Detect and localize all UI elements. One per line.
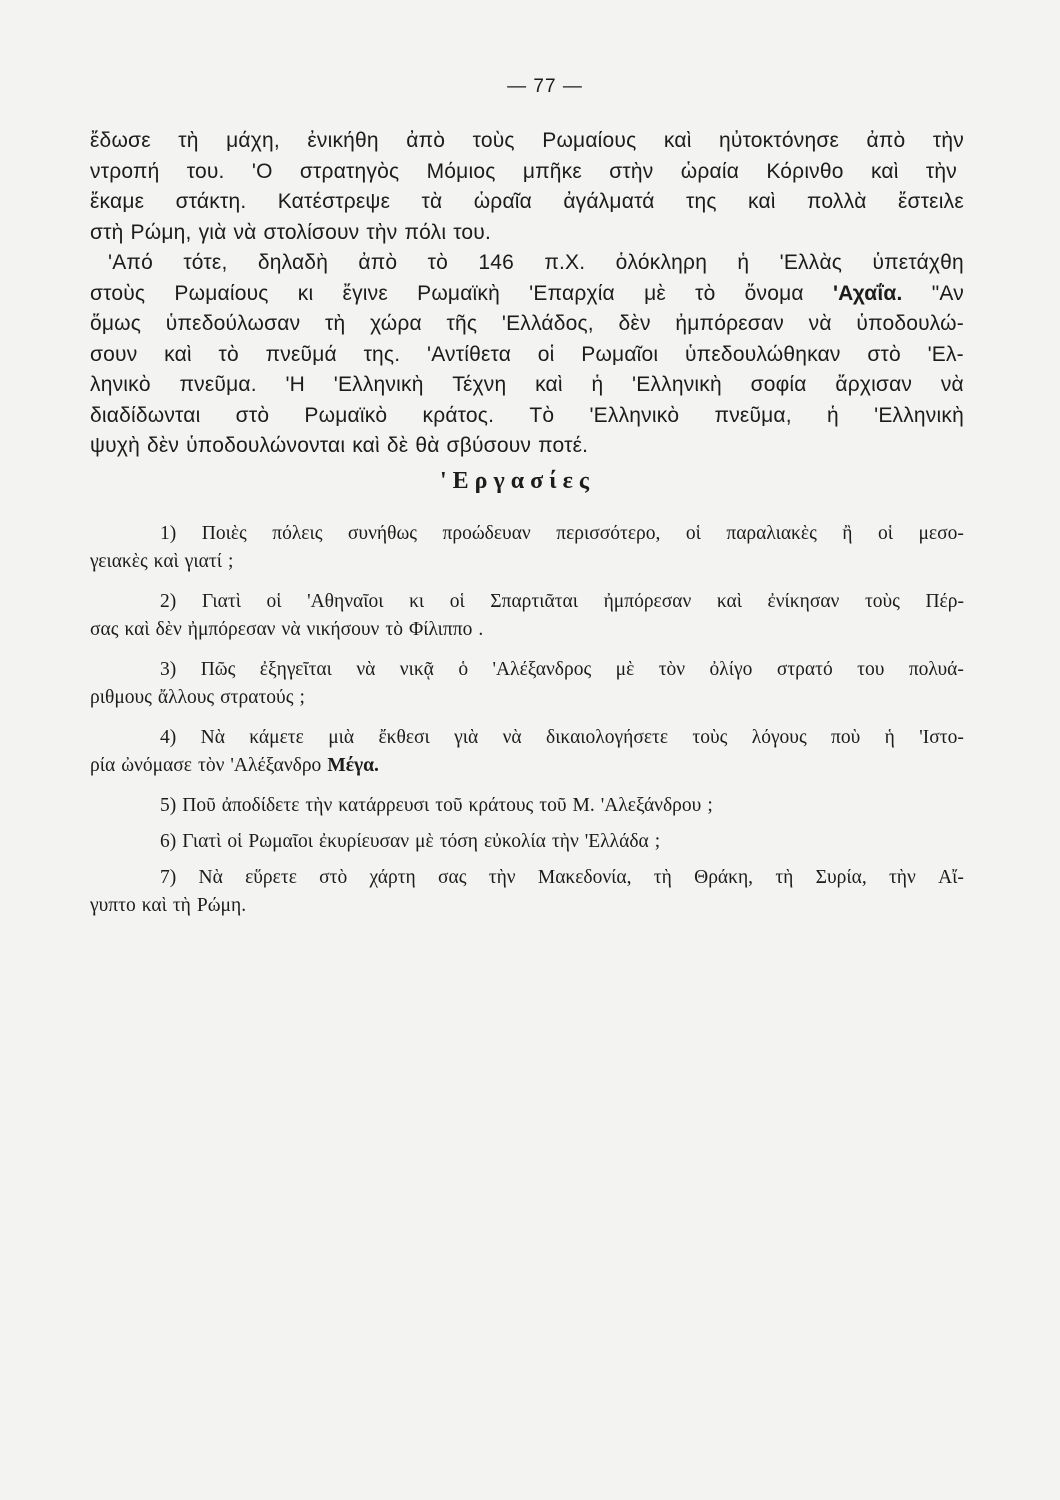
body-word: τὸ (218, 342, 239, 366)
question-line (90, 892, 964, 920)
body-word: Ρωμαίους (174, 281, 269, 305)
body-word: τῆς (446, 312, 478, 335)
question-word: 'Ιστο- (919, 727, 964, 748)
body-word: 'Ο (251, 159, 273, 183)
body-word: 'Ελ- (927, 342, 964, 366)
question-word: οἱ (685, 523, 701, 544)
question-word: γιατί (184, 551, 222, 572)
question-word: καὶ (716, 591, 742, 612)
body-word: 'Αχαΐα. (832, 281, 903, 305)
question-word: 5) (160, 795, 177, 816)
body-word: τὴν (932, 129, 964, 152)
body-word: σοφία (750, 373, 807, 396)
question-word: τόση (439, 831, 478, 852)
question-word: Ρώμη. (196, 895, 247, 916)
body-word: Τὸ (529, 403, 555, 427)
body-word: τὸ (695, 281, 716, 305)
question-word: Ρωμαῖοι (248, 831, 313, 852)
body-word: δὲν (146, 434, 180, 457)
question-word: τὴν (488, 867, 516, 888)
body-word: του. (453, 220, 491, 244)
question-word: καὶ (124, 619, 150, 640)
question-word: παραλιακὲς (726, 523, 817, 544)
question-word: Πῶς (200, 659, 236, 680)
body-word: ἀγάλματά (563, 190, 655, 213)
body-word: 'Ελληνικὴ (333, 373, 424, 396)
question-word: 6) (160, 831, 177, 852)
question-word: 3) (160, 659, 177, 680)
questions-list (90, 520, 964, 920)
question-word: οἱ (227, 831, 243, 852)
question-word: ἠμπόρεσαν (187, 619, 276, 640)
body-word: ἔστειλε (897, 190, 964, 213)
body-word: πνεῦμα. (179, 373, 257, 396)
question-word: οἱ (266, 591, 282, 612)
body-word: στολίσουν (263, 220, 360, 244)
body-word: καὶ (748, 190, 776, 213)
question-word: στὸ (319, 867, 348, 888)
question-word: νικήσουν (306, 619, 380, 640)
body-word: ἡ (827, 403, 839, 427)
question-line (90, 684, 964, 712)
question-word: τὸν (658, 659, 686, 680)
body-word: 'Από (108, 251, 153, 274)
body-word: νὰ (233, 220, 257, 244)
body-word: μὲ (644, 281, 666, 305)
body-word: δὲ (386, 434, 409, 457)
body-word: καὶ (663, 129, 692, 152)
question-line (90, 752, 964, 780)
question-word: στρατούς (220, 687, 294, 708)
question-word: τὴ (172, 895, 191, 916)
body-word: καὶ (870, 159, 899, 183)
body-word: Μόμιος (426, 159, 496, 183)
question-word: ἠμπόρεσαν (603, 591, 692, 612)
body-word: Ρώμη, (130, 220, 192, 244)
body-word: οἱ (537, 342, 555, 366)
question-word: Γιατὶ (182, 831, 222, 852)
question-word: νὰ (356, 659, 376, 680)
body-word: νὰ (808, 312, 832, 335)
question-word: σας (90, 619, 119, 640)
question-word: κράτους (468, 795, 534, 816)
question-word: εὕρετε (245, 867, 297, 888)
body-word: π.Χ. (544, 251, 586, 274)
question-word: 2) (160, 591, 177, 612)
body-word: μπῆκε (522, 159, 582, 183)
body-word: ἀπὸ (358, 251, 398, 274)
question-word: τοῦ (539, 795, 567, 816)
body-word: ἀπὸ (866, 129, 906, 152)
body-word: 'Η (285, 373, 306, 396)
question-word: ἢ (842, 523, 853, 544)
question-word: καὶ (153, 551, 179, 572)
body-word: ὡραῖα (473, 190, 532, 213)
question-word: γιὰ (454, 727, 479, 748)
body-word: του. (186, 159, 225, 183)
body-word: ἔγινε (342, 281, 388, 305)
body-word: ἡ (591, 373, 604, 396)
body-word: ληνικὸ (90, 373, 151, 396)
body-word: ἔδωσε (90, 129, 151, 152)
body-word: 'Ελληνικὴ (874, 403, 964, 427)
body-word: πνεῦμα, (714, 403, 792, 427)
question-word: Γιατὶ (201, 591, 241, 612)
body-word: τὸ (427, 251, 449, 274)
question-word: Μακεδονία, (537, 867, 632, 888)
question-line (90, 656, 964, 684)
question-word: Νὰ (200, 727, 225, 748)
question-word: τοὺς (692, 727, 728, 748)
question-word: τὴν (305, 795, 333, 816)
body-word: τὰ (421, 190, 443, 213)
body-word: πόλι (404, 220, 447, 244)
body-word: στὸ (867, 342, 901, 366)
question-line (90, 724, 964, 752)
body-word: ἡ (737, 251, 750, 274)
body-word: ὑποδουλώ- (856, 312, 964, 335)
question-word: ὁ (458, 659, 469, 680)
body-word: πνεῦμά (265, 342, 337, 366)
body-word: ὑπεδούλωσαν (165, 312, 301, 335)
body-word: 'Ελλάδος, (501, 312, 594, 335)
section-heading: 'Εργασίες (440, 468, 596, 494)
question-word: ; (654, 831, 661, 852)
body-line (90, 126, 964, 157)
question-word: ; (227, 551, 234, 572)
body-word: σουν (90, 342, 138, 366)
question-word: ριθμους (90, 687, 152, 708)
question-word: πόλεις (272, 523, 323, 544)
body-word: σβύσουν (446, 434, 532, 457)
body-line (90, 187, 964, 218)
body-word: κράτος. (422, 403, 495, 427)
question-word: οἱ (877, 523, 893, 544)
body-word: ὡραία (680, 159, 740, 183)
question-word: Θράκη, (694, 867, 754, 888)
question-word: ἔκθεσι (378, 727, 430, 748)
body-word: τὴν (366, 220, 398, 244)
page-number: — 77 — (507, 76, 583, 97)
question-word: του (857, 659, 885, 680)
question-word: τοῦ (435, 795, 463, 816)
question-word: Συρία, (815, 867, 867, 888)
body-word: Ρωμαῖοι (581, 342, 659, 366)
question-word: γειακὲς (90, 551, 148, 572)
question-word: συνήθως (347, 523, 418, 544)
question-word: 4) (160, 727, 177, 748)
question-word: στρατό (776, 659, 833, 680)
question-word: σας (438, 867, 467, 888)
question-word: οἱ (449, 591, 465, 612)
body-word: ἐνικήθη (307, 129, 379, 152)
question-word: Πέρ- (925, 591, 964, 612)
question-word: λόγους (751, 727, 807, 748)
body-word: Ρωμαϊκὸ (304, 403, 388, 427)
question-word: ἡ (884, 727, 895, 748)
body-word: της (685, 190, 717, 213)
question-word: προώδευαν (442, 523, 531, 544)
question-word: νὰ (281, 619, 301, 640)
body-word: 146 (478, 251, 514, 274)
body-word: Κατέστρεψε (277, 190, 391, 213)
question-word: περισσότερο, (556, 523, 661, 544)
question-word: Αἴ- (938, 867, 964, 888)
question-word: Φίλιππο (408, 619, 473, 640)
body-line (90, 279, 964, 310)
body-word: τὴ (325, 312, 346, 335)
question-word: δὲν (155, 619, 182, 640)
question-word: ἀποδίδετε (221, 795, 300, 816)
question-word: κάμετε (249, 727, 304, 748)
question-word: 'Αλεξάνδρου (600, 795, 702, 816)
body-word: ποτέ. (538, 434, 589, 457)
question-word: κατάρρευσι (338, 795, 430, 816)
question-word: τὴν (888, 867, 916, 888)
question-word: 'Ελλάδα (584, 831, 649, 852)
body-word: στὴ (90, 220, 124, 244)
question-word: 7) (160, 867, 177, 888)
body-word: ὑπεδουλώθηκαν (685, 342, 841, 366)
body-word: καὶ (164, 342, 192, 366)
body-word: στὴν (609, 159, 654, 183)
question-word: Νὰ (198, 867, 223, 888)
body-word: Ρωμαϊκὴ (417, 281, 500, 305)
question-word: μεσο- (918, 523, 964, 544)
question-word: Ποιὲς (201, 523, 247, 544)
body-word: πολλὰ (807, 190, 867, 213)
body-word: τὴν (925, 159, 957, 183)
question-line (90, 792, 964, 820)
body-line (90, 248, 964, 279)
body-word: ηὐτοκτόνησε (719, 129, 840, 152)
question-line (90, 864, 964, 892)
question-word: ; (707, 795, 713, 816)
question-word: τοὺς (864, 591, 900, 612)
question-word: 'Αλέξανδρος (492, 659, 592, 680)
body-word: ντροπή (90, 159, 160, 183)
body-word: στοὺς (90, 281, 146, 305)
question-word: τὴ (775, 867, 794, 888)
body-line (90, 309, 964, 340)
body-word: 'Ελλὰς (779, 251, 843, 274)
body-word: καὶ (535, 373, 563, 396)
question-line (90, 548, 964, 576)
body-word: μάχη, (226, 129, 280, 152)
question-word: ρία (90, 755, 116, 776)
body-word: 'Ελληνικὸ (589, 403, 680, 427)
question-line (90, 588, 964, 616)
question-word: ; (299, 687, 305, 708)
question-word: τὴ (653, 867, 672, 888)
body-word: ὅμως (90, 312, 142, 335)
body-word: στρατηγὸς (299, 159, 400, 183)
body-word: ἠμπόρεσαν (675, 312, 784, 335)
body-word: καὶ (352, 434, 380, 457)
question-word: δικαιολογήσετε (546, 727, 669, 748)
body-word: τότε, (183, 251, 228, 274)
body-word: τοὺς (472, 129, 515, 152)
question-word: τὴν (551, 831, 579, 852)
question-word: 'Αθηναῖοι (307, 591, 384, 612)
question-word: νικᾷ (399, 659, 434, 680)
question-word: 1) (160, 523, 177, 544)
body-word: της. (363, 342, 401, 366)
question-word: μιὰ (328, 727, 355, 748)
question-word: τὸν (197, 755, 225, 776)
question-word: χάρτη (369, 867, 416, 888)
body-word: στάκτη. (175, 190, 247, 213)
question-word: ὠνόμασε (121, 755, 192, 776)
body-word: ὑπετάχθη (872, 251, 964, 274)
body-line (90, 218, 964, 249)
body-line (90, 401, 964, 432)
body-word: ψυχὴ (90, 434, 140, 457)
body-word: χώρα (370, 312, 422, 335)
body-word: ὄνομα (744, 281, 804, 305)
question-word: ἐνίκησαν (767, 591, 840, 612)
question-word: μὲ (615, 659, 635, 680)
body-word: κι (297, 281, 314, 305)
question-word: ἐξηγεῖται (259, 659, 332, 680)
question-word: πολυά- (908, 659, 964, 680)
body-word: ἀπὸ (406, 129, 446, 152)
body-word: διαδίδωνται (90, 403, 201, 427)
body-word: γιὰ (198, 220, 227, 244)
question-word: κι (409, 591, 425, 612)
question-word: Μέγα. (327, 755, 379, 776)
body-word: ἔκαμε (90, 190, 145, 213)
question-word: εὐκολία (483, 831, 546, 852)
question-line (90, 520, 964, 548)
body-word: Ρωμαίους (542, 129, 637, 152)
body-word: τὴ (178, 129, 199, 152)
body-word: νὰ (940, 373, 964, 396)
question-word: νὰ (502, 727, 522, 748)
body-word: 'Επαρχία (529, 281, 615, 305)
body-line (90, 431, 964, 462)
body-word: 'Αντίθετα (427, 342, 512, 366)
question-line (90, 616, 964, 644)
body-word: 'Ελληνικὴ (632, 373, 722, 396)
body-line (90, 157, 964, 188)
question-word: 'Αλέξανδρο (230, 755, 322, 776)
body-word: Τέχνη (452, 373, 507, 396)
question-word: γυπτο (90, 895, 136, 916)
question-word: ὀλίγο (709, 659, 753, 680)
body-word: Κόρινθο (766, 159, 844, 183)
body-line (90, 340, 964, 371)
body-word: ὁλόκληρη (615, 251, 708, 274)
question-word: ποὺ (831, 727, 861, 748)
question-word: ἐκυρίευσαν (318, 831, 410, 852)
body-word: δηλαδὴ (257, 251, 329, 274)
question-line (90, 828, 964, 856)
question-word: ἄλλους (157, 687, 215, 708)
question-word: Σπαρτιᾶται (490, 591, 579, 612)
body-line (90, 370, 964, 401)
body-text (90, 126, 964, 462)
body-word: στὸ (235, 403, 270, 427)
body-word: "Αν (931, 281, 964, 305)
question-word: καὶ (141, 895, 167, 916)
question-word: Μ. (572, 795, 595, 816)
question-word: μὲ (415, 831, 434, 852)
question-word: τὸ (385, 619, 403, 640)
body-word: δὲν (618, 312, 651, 335)
body-word: ὑποδουλώνονται (186, 434, 346, 457)
body-word: θὰ (415, 434, 440, 457)
body-word: ἄρχισαν (835, 373, 913, 396)
question-word: . (478, 619, 484, 640)
question-word: Ποῦ (182, 795, 216, 816)
